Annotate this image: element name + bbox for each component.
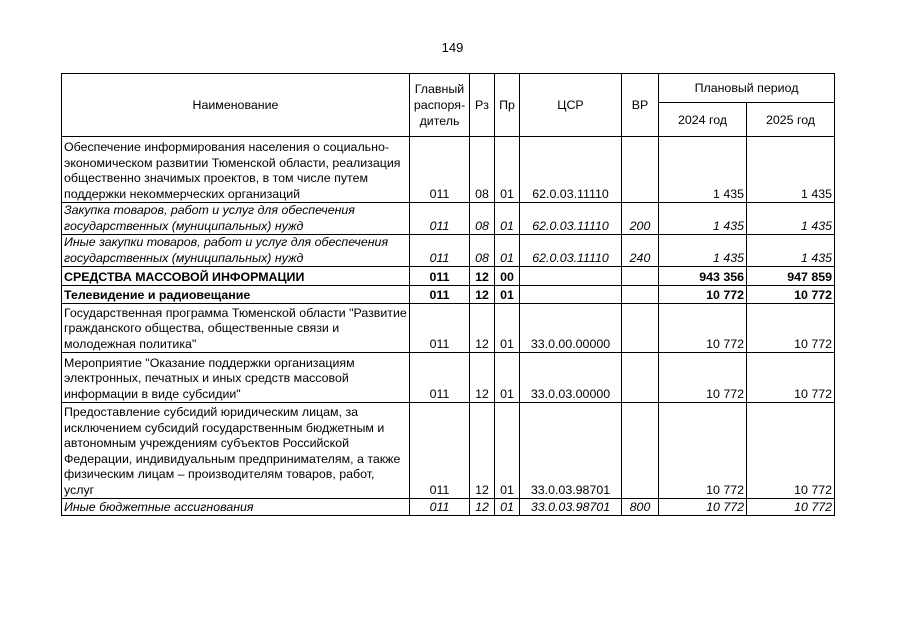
row-vr (622, 304, 659, 353)
row-name: Иные бюджетные ассигнования (62, 499, 410, 516)
row-name: Государственная программа Тюменской области "Развитие гражданского общества, общественные связи и молодежная политика" (62, 304, 410, 353)
row-rz: 12 (470, 304, 495, 353)
row-csr: 62.0.03.11110 (520, 137, 622, 203)
row-vr (622, 137, 659, 203)
row-rz: 08 (470, 235, 495, 267)
row-2024: 10 772 (659, 286, 747, 304)
table-row (62, 353, 835, 403)
row-pr: 01 (495, 235, 520, 267)
row-rz: 08 (470, 137, 495, 203)
row-gr: 011 (410, 235, 470, 267)
header-year-2024: 2024 год (659, 103, 747, 137)
row-name: СРЕДСТВА МАССОВОЙ ИНФОРМАЦИИ (62, 267, 410, 286)
row-csr (520, 286, 622, 304)
header-pr: Пр (495, 74, 520, 137)
table-row (62, 137, 835, 203)
row-gr: 011 (410, 403, 470, 499)
row-csr (520, 267, 622, 286)
row-name: Закупка товаров, работ и услуг для обеспечения государственных (муниципальных) нужд (62, 203, 410, 235)
row-gr: 011 (410, 137, 470, 203)
row-rz: 12 (470, 403, 495, 499)
row-gr: 011 (410, 304, 470, 353)
row-2025: 10 772 (747, 499, 835, 516)
row-vr: 240 (622, 235, 659, 267)
row-2025: 10 772 (747, 286, 835, 304)
row-csr: 33.0.03.98701 (520, 403, 622, 499)
row-name: Мероприятие "Оказание поддержки организациям электронных, печатных и иных средств массовой информации в виде субсидии" (62, 353, 410, 403)
row-pr: 01 (495, 304, 520, 353)
header-rz: Рз (470, 74, 495, 137)
row-2025: 10 772 (747, 403, 835, 499)
table-header (62, 74, 835, 137)
row-2025: 10 772 (747, 353, 835, 403)
row-pr: 01 (495, 203, 520, 235)
table-row (62, 267, 835, 286)
row-2024: 1 435 (659, 203, 747, 235)
header-year-2025: 2025 год (747, 103, 835, 137)
table-row (62, 403, 835, 499)
row-2025: 10 772 (747, 304, 835, 353)
row-pr: 01 (495, 286, 520, 304)
row-gr: 011 (410, 286, 470, 304)
row-pr: 01 (495, 137, 520, 203)
row-csr: 33.0.03.98701 (520, 499, 622, 516)
row-gr: 011 (410, 267, 470, 286)
row-2025: 1 435 (747, 235, 835, 267)
row-2024: 10 772 (659, 353, 747, 403)
row-vr (622, 403, 659, 499)
row-rz: 12 (470, 353, 495, 403)
row-pr: 01 (495, 353, 520, 403)
row-2024: 1 435 (659, 235, 747, 267)
table-row (62, 203, 835, 235)
header-planned-period: Плановый период (659, 74, 835, 103)
table-row (62, 235, 835, 267)
row-2024: 1 435 (659, 137, 747, 203)
row-2025: 1 435 (747, 137, 835, 203)
table-row (62, 499, 835, 516)
row-rz: 12 (470, 267, 495, 286)
row-2024: 10 772 (659, 499, 747, 516)
budget-table (61, 73, 835, 516)
row-vr (622, 353, 659, 403)
row-pr: 01 (495, 499, 520, 516)
row-name: Обеспечение информирования населения о социально-экономическом развитии Тюменской области, реализация общественно значимых проектов, в том числе путем поддержки некоммерческих организаций (62, 137, 410, 203)
row-csr: 33.0.00.00000 (520, 304, 622, 353)
row-2024: 10 772 (659, 304, 747, 353)
row-csr: 33.0.03.00000 (520, 353, 622, 403)
row-2025: 1 435 (747, 203, 835, 235)
table-body (62, 137, 835, 516)
page-number: 149 (441, 40, 464, 55)
row-rz: 12 (470, 499, 495, 516)
row-name: Телевидение и радиовещание (62, 286, 410, 304)
table-row (62, 286, 835, 304)
row-vr (622, 267, 659, 286)
row-pr: 00 (495, 267, 520, 286)
row-vr: 800 (622, 499, 659, 516)
row-2024: 10 772 (659, 403, 747, 499)
row-csr: 62.0.03.11110 (520, 235, 622, 267)
row-2025: 947 859 (747, 267, 835, 286)
row-gr: 011 (410, 203, 470, 235)
row-rz: 12 (470, 286, 495, 304)
row-csr: 62.0.03.11110 (520, 203, 622, 235)
row-vr: 200 (622, 203, 659, 235)
header-vr: ВР (622, 74, 659, 137)
row-2024: 943 356 (659, 267, 747, 286)
row-name: Иные закупки товаров, работ и услуг для обеспечения государственных (муниципальных) нужд (62, 235, 410, 267)
table-row (62, 304, 835, 353)
row-rz: 08 (470, 203, 495, 235)
row-vr (622, 286, 659, 304)
row-pr: 01 (495, 403, 520, 499)
row-name: Предоставление субсидий юридическим лицам, за исключением субсидий государственным бюджетным и автономным учреждениям субъектов Российской Федерации, индивидуальным предпринимателям, а также физическим лицам – производителям товаров, работ, услуг (62, 403, 410, 499)
row-gr: 011 (410, 353, 470, 403)
header-name: Наименование (62, 74, 410, 137)
header-main-manager: Главный распоря-дитель (410, 74, 470, 137)
row-gr: 011 (410, 499, 470, 516)
header-csr: ЦСР (520, 74, 622, 137)
